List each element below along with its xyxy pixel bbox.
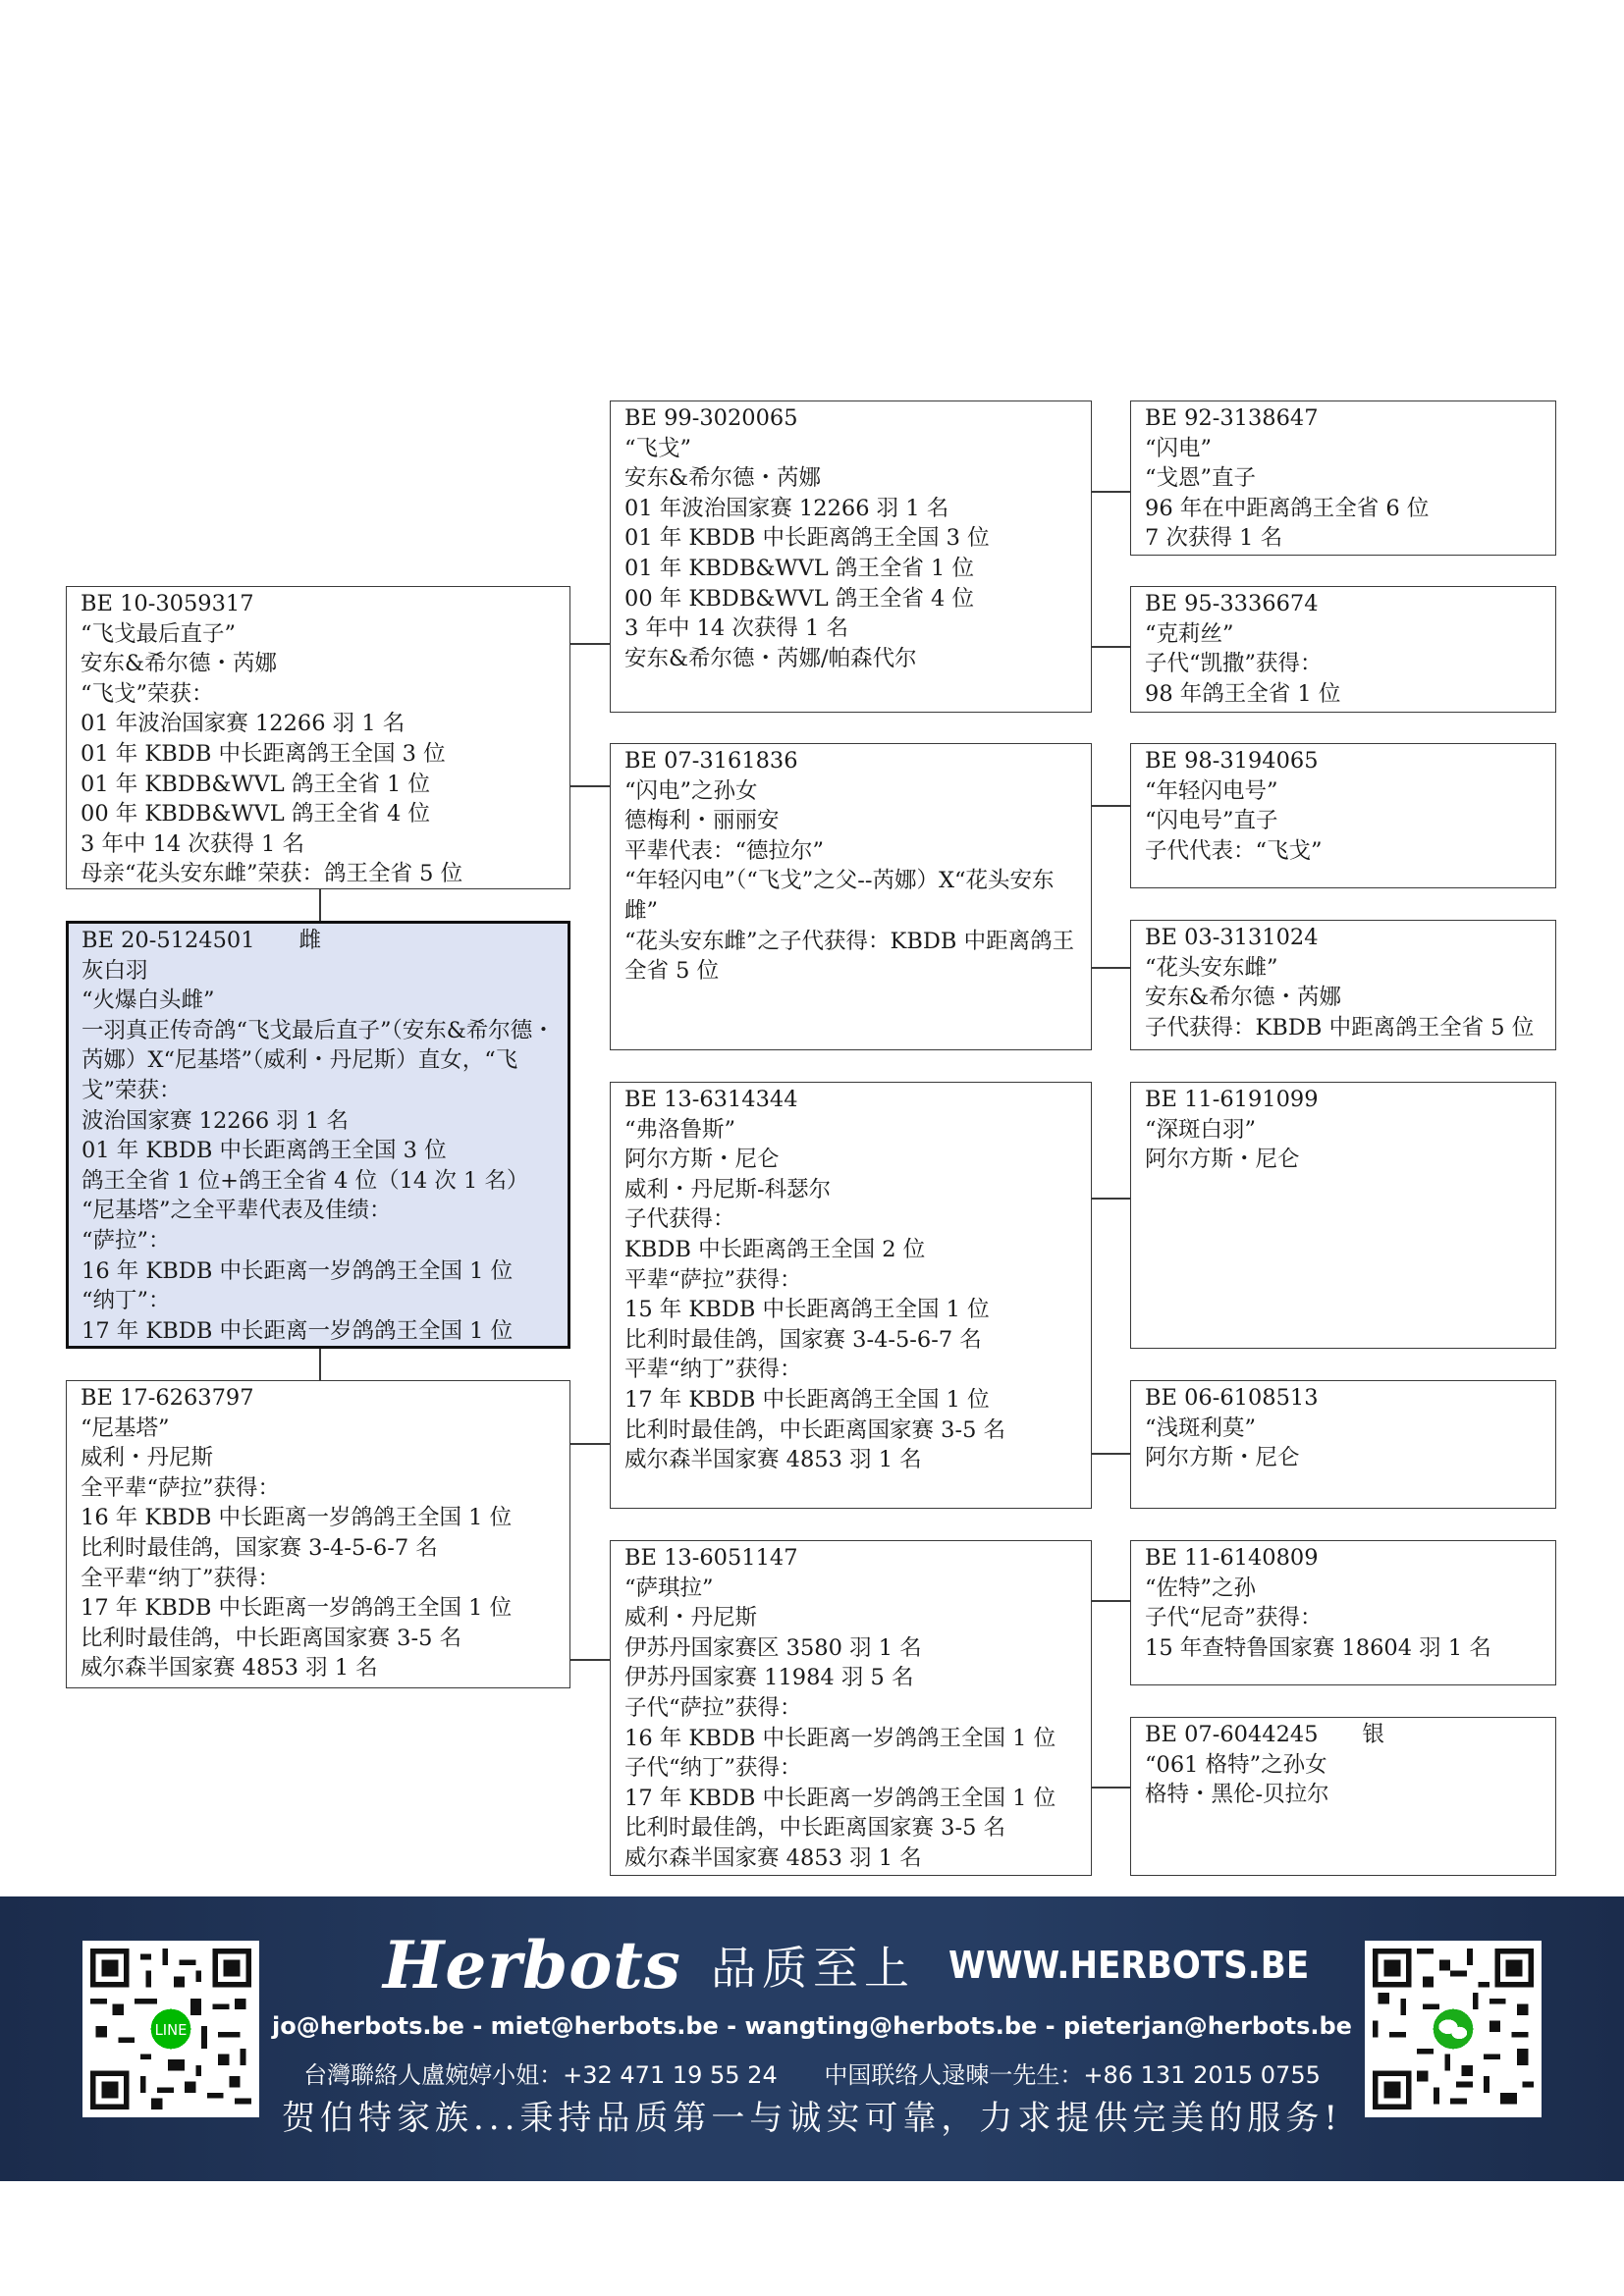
sds-info-line: 子代代表：“飞戈”: [1145, 837, 1323, 864]
sds-ring-number: BE 98-3194065: [1145, 748, 1319, 774]
dds-name: “佐特”之孙: [1145, 1575, 1257, 1601]
contact-emails[interactable]: jo@herbots.be - miet@herbots.be - wangting@herbots.be - pieterjan@herbots.be: [272, 2012, 1352, 2040]
dd-name: “萨琪拉”: [624, 1575, 714, 1601]
sss-ring-number: BE 92-3138647: [1145, 405, 1319, 431]
subject-info-line: “尼基塔”之全平辈代表及佳绩：: [81, 1198, 392, 1224]
ss-info-line: 00 年 KBDB&WVL 鸽王全省 4 位: [624, 585, 974, 612]
sire-info-line: 01 年 KBDB 中长距离鸽王全国 3 位: [81, 740, 446, 767]
ss-ring-number: BE 99-3020065: [624, 405, 798, 431]
sss-name: “闪电”: [1145, 435, 1213, 461]
connector-dam-dd: [569, 1659, 611, 1661]
subject-info-line: 一羽真正传奇鸽“飞戈最后直子”（安东&希尔德・芮娜）X“尼基塔”（威利・丹尼斯）直女，“飞戈”荣获：: [81, 1017, 555, 1103]
pedigree-box-dam: [66, 1380, 570, 1688]
brand-slogan: 品质至上: [710, 1942, 915, 1995]
dd-info-line: 威尔森半国家赛 4853 羽 1 名: [624, 1844, 922, 1871]
dd-info-line: 16 年 KBDB 中长距离一岁鸽鸽王全国 1 位: [624, 1725, 1056, 1751]
brand-line: [383, 1926, 1349, 2004]
pedigree-box-sds: [1130, 743, 1556, 888]
subject-name: “火爆白头雌”: [81, 988, 215, 1014]
ds-info-line: 子代获得：: [624, 1206, 735, 1233]
subject-info-line: 01 年 KBDB 中长距离鸽王全国 3 位: [81, 1138, 447, 1164]
pedigree-box-dam-dam: [610, 1540, 1092, 1876]
svg-text:LINE: LINE: [154, 2022, 188, 2040]
pedigree-box-ddd: [1130, 1717, 1556, 1876]
connector-sd-sds: [1090, 805, 1131, 807]
pedigree-box-sdd: [1130, 920, 1556, 1050]
connector-sire-ss: [569, 643, 611, 645]
subject-ring-number: BE 20-5124501 雌: [81, 928, 322, 953]
dam-info-line: 比利时最佳鸽，中长距离国家赛 3-5 名: [81, 1625, 462, 1651]
connector-sd-sdd: [1090, 967, 1131, 969]
dam-name: “尼基塔”: [81, 1415, 170, 1441]
sd-info-line: 平辈代表：“德拉尔”: [624, 837, 825, 864]
subject-info-line: “萨拉”：: [81, 1227, 171, 1254]
footer-banner: [0, 1896, 1624, 2181]
dd-info-line: 子代“萨拉”获得：: [624, 1694, 802, 1721]
dss-ring-number: BE 11-6191099: [1145, 1087, 1319, 1112]
ds-breeder: 阿尔方斯・尼仑: [624, 1147, 780, 1173]
sdd-breeder: 安东&希尔德・芮娜: [1145, 985, 1342, 1011]
contact-taiwan: 台灣聯絡人盧婉婷小姐：+32 471 19 55 24: [303, 2061, 778, 2089]
ss-breeder: 安东&希尔德・芮娜: [624, 465, 822, 492]
pedigree-box-sire-dam: [610, 743, 1092, 1050]
dam-info-line: 威尔森半国家赛 4853 羽 1 名: [81, 1655, 378, 1682]
ds-info-line: 平辈“纳丁”获得：: [624, 1357, 802, 1383]
pedigree-box-dss: [1130, 1082, 1556, 1349]
sire-info-line: 3 年中 14 次获得 1 名: [81, 830, 305, 857]
ss-info-line: 01 年 KBDB 中长距离鸽王全国 3 位: [624, 525, 990, 552]
ddd-ring-number: BE 07-6044245 银: [1145, 1722, 1385, 1747]
subject-info-line: 17 年 KBDB 中长距离一岁鸽鸽王全国 1 位: [81, 1317, 514, 1344]
pedigree-box-subject: [66, 921, 570, 1349]
sire-info-line: “飞戈”荣获：: [81, 680, 214, 707]
dds-info-line: 子代“尼奇”获得：: [1145, 1605, 1323, 1631]
herbots-logo: Herbots: [383, 1927, 681, 2003]
dsd-name: “浅斑利莫”: [1145, 1415, 1257, 1441]
ddd-breeder: 格特・黑伦-贝拉尔: [1145, 1782, 1329, 1808]
ds-info-line: 威尔森半国家赛 4853 羽 1 名: [624, 1447, 922, 1473]
connector-ss-ssd: [1090, 646, 1131, 648]
sd-breeder: 德梅利・丽丽安: [624, 808, 780, 834]
pedigree-box-dsd: [1130, 1380, 1556, 1509]
dam-info-line: 全平辈“萨拉”获得：: [81, 1474, 281, 1501]
dam-info-line: 比利时最佳鸽，国家赛 3-4-5-6-7 名: [81, 1534, 438, 1561]
dam-ring-number: BE 17-6263797: [81, 1385, 254, 1411]
subject-info-line: 鸽王全省 1 位+鸽王全省 4 位（14 次 1 名）: [81, 1167, 529, 1194]
contact-china: 中国联络人逯暕一先生：+86 131 2015 0755: [824, 2061, 1321, 2089]
company-motto: 贺伯特家族...秉持品质第一与诚实可靠，力求提供完美的服务!: [281, 2099, 1343, 2138]
dam-breeder: 威利・丹尼斯: [81, 1445, 214, 1471]
ds-ring-number: BE 13-6314344: [624, 1087, 798, 1112]
sire-ring-number: BE 10-3059317: [81, 591, 254, 616]
sd-info-line: “年轻闪电”（“飞戈”之父--芮娜）X“花头安东雌”: [624, 868, 1055, 924]
sire-info-line: 01 年 KBDB&WVL 鸽王全省 1 位: [81, 771, 430, 797]
dd-breeder: 威利・丹尼斯: [624, 1605, 758, 1631]
sds-info-line: “闪电号”直子: [1145, 808, 1278, 834]
sdd-info-line: 子代获得：KBDB 中距离鸽王全省 5 位: [1145, 1014, 1535, 1041]
sss-info-line: 96 年在中距离鸽王全省 6 位: [1145, 495, 1430, 521]
dam-info-line: 全平辈“纳丁”获得：: [81, 1565, 281, 1591]
sd-name: “闪电”之孙女: [624, 777, 758, 804]
dds-ring-number: BE 11-6140809: [1145, 1545, 1319, 1571]
sd-info-line: “花头安东雌”之子代获得：KBDB 中距离鸽王全省 5 位: [624, 928, 1075, 985]
connector-subject-dam: [319, 1349, 321, 1380]
dd-info-line: 比利时最佳鸽，中长距离国家赛 3-5 名: [624, 1815, 1006, 1842]
pedigree-box-dds: [1130, 1540, 1556, 1685]
pedigree-box-sss: [1130, 400, 1556, 556]
ss-info-line: 3 年中 14 次获得 1 名: [624, 615, 849, 642]
ssd-info-line: 子代“凯撒”获得：: [1145, 651, 1323, 677]
sire-breeder: 安东&希尔德・芮娜: [81, 651, 278, 677]
dd-info-line: 伊苏丹国家赛 11984 羽 5 名: [624, 1665, 914, 1691]
sdd-ring-number: BE 03-3131024: [1145, 925, 1319, 950]
ssd-name: “克莉丝”: [1145, 620, 1234, 647]
pedigree-box-dam-sire: [610, 1082, 1092, 1509]
sds-name: “年轻闪电号”: [1145, 777, 1278, 804]
website-link[interactable]: WWW.HERBOTS.BE: [947, 1944, 1310, 1987]
dd-info-line: 子代“纳丁”获得：: [624, 1755, 802, 1782]
ssd-ring-number: BE 95-3336674: [1145, 591, 1319, 616]
connector-subject-sire: [319, 889, 321, 921]
ds-info-line: 威利・丹尼斯-科瑟尔: [624, 1176, 832, 1202]
connector-dd-dds: [1090, 1600, 1131, 1602]
subject-color: 灰白羽: [81, 957, 148, 984]
sdd-name: “花头安东雌”: [1145, 954, 1278, 981]
connector-dd-ddd: [1090, 1787, 1131, 1789]
ss-info-line: 01 年 KBDB&WVL 鸽王全省 1 位: [624, 555, 974, 581]
ss-name: “飞戈”: [624, 435, 692, 461]
ds-info-line: 15 年 KBDB 中长距离鸽王全国 1 位: [624, 1297, 990, 1323]
dss-breeder: 阿尔方斯・尼仑: [1145, 1147, 1300, 1173]
sire-info-line: 00 年 KBDB&WVL 鸽王全省 4 位: [81, 801, 430, 828]
dam-info-line: 17 年 KBDB 中长距离一岁鸽鸽王全国 1 位: [81, 1595, 513, 1622]
ssd-info-line: 98 年鸽王全省 1 位: [1145, 680, 1341, 707]
connector-ss-sss: [1090, 491, 1131, 493]
dds-info-line: 15 年查特鲁国家赛 18604 羽 1 名: [1145, 1634, 1491, 1661]
connector-ds-dss: [1090, 1198, 1131, 1200]
ds-info-line: 17 年 KBDB 中长距离鸽王全国 1 位: [624, 1386, 990, 1413]
pedigree-box-ssd: [1130, 586, 1556, 713]
subject-info-line: 16 年 KBDB 中长距离一岁鸽鸽王全国 1 位: [81, 1257, 514, 1284]
dss-name: “深斑白羽”: [1145, 1116, 1257, 1143]
connector-sire-sd: [569, 785, 611, 787]
dd-ring-number: BE 13-6051147: [624, 1545, 798, 1571]
pedigree-box-sire: [66, 586, 570, 889]
qr-code-icon: [1373, 1949, 1534, 2109]
ds-info-line: 比利时最佳鸽，国家赛 3-4-5-6-7 名: [624, 1326, 982, 1353]
dam-info-line: 16 年 KBDB 中长距离一岁鸽鸽王全国 1 位: [81, 1505, 513, 1531]
sire-info-line: 01 年波治国家赛 12266 羽 1 名: [81, 711, 406, 737]
sire-name: “飞戈最后直子”: [81, 620, 237, 647]
dd-info-line: 伊苏丹国家赛区 3580 羽 1 名: [624, 1634, 922, 1661]
subject-info-line: 波治国家赛 12266 羽 1 名: [81, 1107, 349, 1134]
ds-info-line: 平辈“萨拉”获得：: [624, 1266, 802, 1293]
sss-info-line: “戈恩”直子: [1145, 465, 1257, 492]
dsd-ring-number: BE 06-6108513: [1145, 1385, 1319, 1411]
dd-info-line: 17 年 KBDB 中长距离一岁鸽鸽王全国 1 位: [624, 1785, 1056, 1811]
ds-info-line: 比利时最佳鸽，中长距离国家赛 3-5 名: [624, 1416, 1006, 1443]
ss-info-line: 01 年波治国家赛 12266 羽 1 名: [624, 495, 949, 521]
sd-ring-number: BE 07-3161836: [624, 748, 798, 774]
subject-info-line: “纳丁”：: [81, 1288, 171, 1314]
ddd-name: “061 格特”之孙女: [1145, 1751, 1327, 1778]
dsd-breeder: 阿尔方斯・尼仑: [1145, 1445, 1300, 1471]
ss-info-line: 安东&希尔德・芮娜/帕森代尔: [624, 645, 917, 671]
pedigree-box-sire-sire: [610, 400, 1092, 713]
ds-name: “弗洛鲁斯”: [624, 1116, 736, 1143]
sire-info-line: 母亲“花头安东雌”荣获：鸽王全省 5 位: [81, 861, 463, 887]
ds-info-line: KBDB 中长距离鸽王全国 2 位: [624, 1236, 926, 1262]
connector-ds-dsd: [1090, 1453, 1131, 1455]
sss-info-line: 7 次获得 1 名: [1145, 525, 1283, 552]
qr-code-wechat[interactable]: [1365, 1941, 1542, 2117]
connector-dam-ds: [569, 1443, 611, 1445]
